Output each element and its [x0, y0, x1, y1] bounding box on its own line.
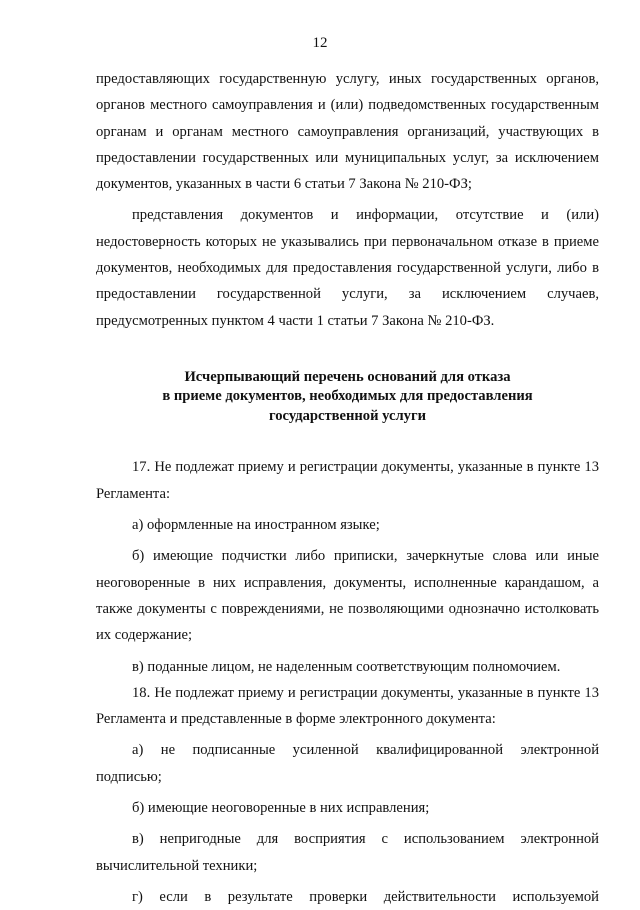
- paragraph-representation: представления документов и информации, отсутствие и (или) недостоверность которых не указывались при первоначальном отказе в приеме документов, необходимых для предоставления государственной услуги, либо в предоставлении государственной услуги, за исключением случаев, предусмотренных пунктом 4 части 1 статьи 7 Закона № 210-ФЗ.: [96, 207, 599, 329]
- item-18-v: в) непригодные для восприятия с использованием электронной вычислительной техники;: [96, 831, 599, 874]
- page-number: 12: [312, 35, 328, 51]
- item-18-b: б) имеющие неоговоренные в них исправления;: [132, 800, 430, 817]
- section-heading: [96, 368, 599, 427]
- item-18-a: а) не подписанные усиленной квалифицированной электронной подписью;: [96, 742, 599, 785]
- heading-line-3: государственной услуги: [268, 407, 427, 424]
- paragraph-continuation: предоставляющих государственную услугу, иных государственных органов, органов местного самоуправления и (или) подведомственных государственным органам и органам местного самоуправления организаций, участвующих в предоставлении государственных или муниципальных услуг, за исключением документов, указанных в части 6 статьи 7 Закона № 210-ФЗ;: [96, 71, 599, 193]
- heading-line-1: Исчерпывающий перечень оснований для отказа: [184, 368, 511, 385]
- heading-line-2: в приеме документов, необходимых для предоставления: [162, 388, 533, 405]
- document-body: [96, 66, 599, 910]
- item-17: 17. Не подлежат приему и регистрации документы, указанные в пункте 13 Регламента:: [96, 459, 599, 502]
- item-17-a: а) оформленные на иностранном языке;: [132, 517, 380, 534]
- item-18: 18. Не подлежат приему и регистрации документы, указанные в пункте 13 Регламента и представленные в форме электронного документа:: [96, 684, 599, 728]
- item-17-v: в) поданные лицом, не наделенным соответствующим полномочием.: [132, 658, 561, 675]
- item-18-g: г) если в результате проверки действительности используемой: [132, 888, 599, 905]
- item-17-b: б) имеющие подчистки либо приписки, зачеркнутые слова или иные неоговоренные в них исправления, документы, исполненные карандашом, а также документы с повреждениями, не позволяющими однозначно истолковать их содержание;: [96, 548, 599, 644]
